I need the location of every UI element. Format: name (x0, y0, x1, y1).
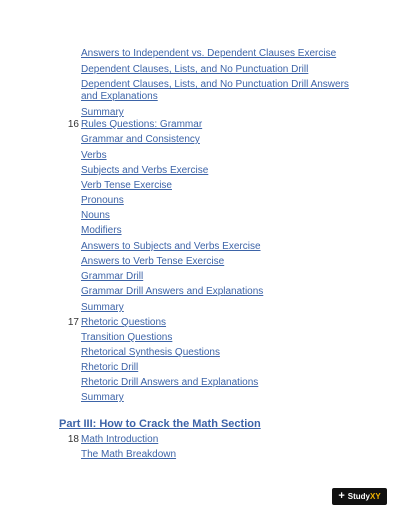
toc-link[interactable]: Grammar Drill (81, 271, 144, 282)
toc-link[interactable]: Pronouns (81, 195, 124, 206)
toc-link[interactable]: Rhetorical Synthesis Questions (81, 347, 220, 358)
toc-link[interactable]: Rhetoric Drill Answers and Explanations (81, 377, 259, 388)
plus-icon: + (338, 490, 345, 502)
toc-link[interactable]: Rhetoric Drill (81, 362, 139, 373)
brand-suffix: XY (370, 492, 381, 501)
chapter-number: 17 (67, 317, 79, 328)
toc-link[interactable]: Verbs (81, 150, 107, 161)
toc-link[interactable]: Verb Tense Exercise (81, 180, 172, 191)
toc-link[interactable]: Modifiers (81, 225, 122, 236)
chapter-number: 16 (67, 119, 79, 130)
toc-link[interactable]: Answers to Verb Tense Exercise (81, 256, 225, 267)
toc-link[interactable]: Subjects and Verbs Exercise (81, 165, 209, 176)
chapter-number: 18 (67, 434, 79, 445)
toc-link[interactable]: Dependent Clauses, Lists, and No Punctuation Drill Answers and Explanations (81, 79, 349, 102)
studyxy-logo (332, 488, 387, 505)
toc-link[interactable]: Dependent Clauses, Lists, and No Punctuation Drill (81, 64, 309, 75)
toc-link[interactable]: Grammar Drill Answers and Explanations (81, 286, 264, 297)
toc-link[interactable]: Transition Questions (81, 332, 173, 343)
toc-link[interactable]: Answers to Subjects and Verbs Exercise (81, 241, 261, 252)
toc-link[interactable]: Summary (81, 107, 124, 118)
toc-link[interactable]: Nouns (81, 210, 110, 221)
part-heading-link[interactable]: Part III: How to Crack the Math Section (59, 418, 261, 430)
toc-link[interactable]: Summary (81, 392, 124, 403)
toc-link[interactable]: Answers to Independent vs. Dependent Clauses Exercise (81, 48, 337, 59)
toc-link[interactable]: Math Introduction (81, 434, 159, 445)
toc-link[interactable]: Rhetoric Questions (81, 317, 167, 328)
toc-link[interactable]: Grammar and Consistency (81, 134, 200, 145)
toc-link[interactable]: The Math Breakdown (81, 449, 177, 460)
toc-link[interactable]: Summary (81, 302, 124, 313)
brand-name: Study (347, 492, 370, 501)
toc-link[interactable]: Rules Questions: Grammar (81, 119, 203, 130)
